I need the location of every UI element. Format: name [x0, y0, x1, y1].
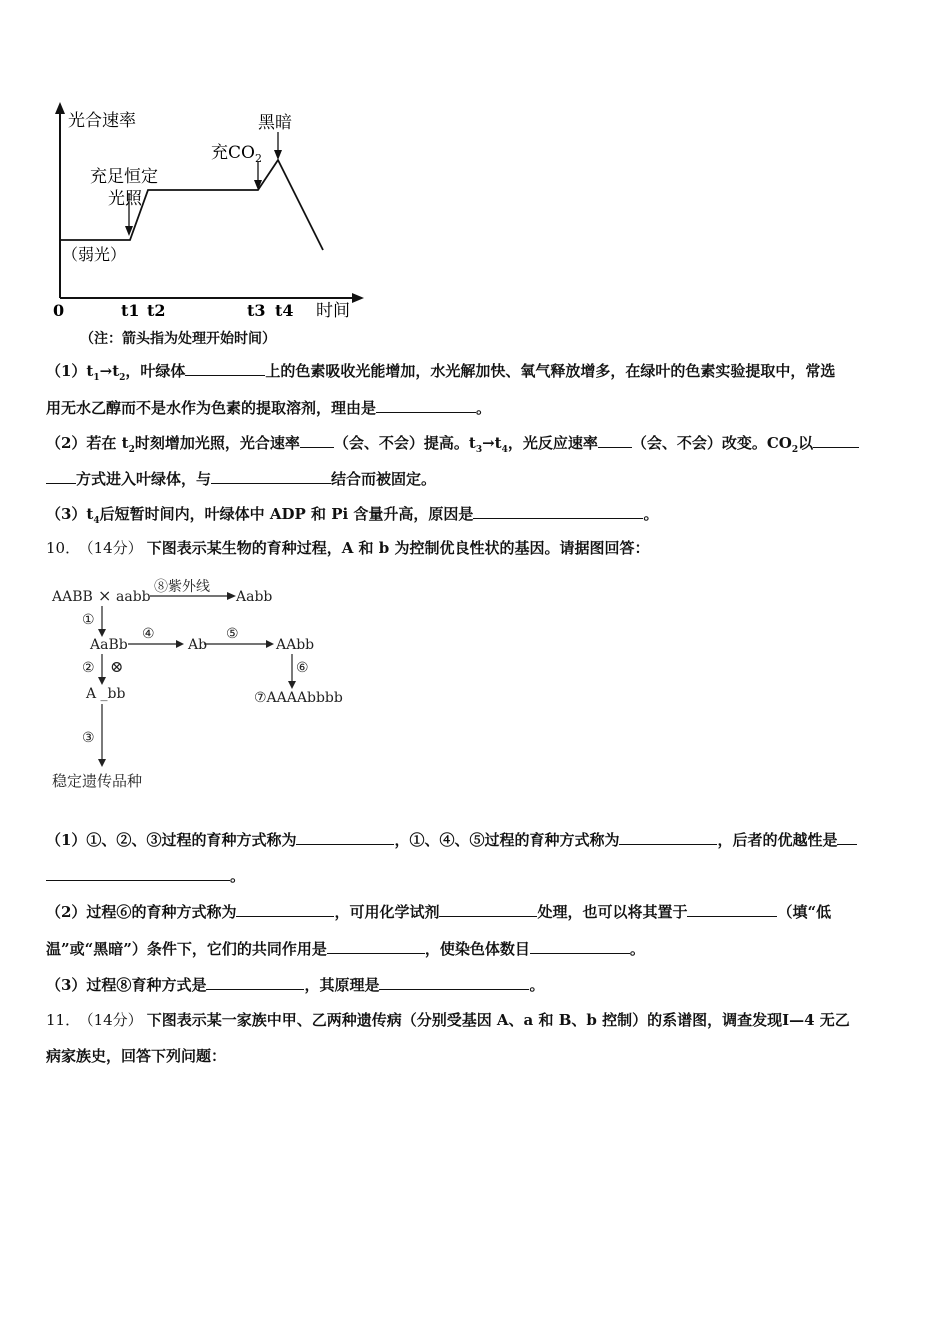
- q9-part2-line1: （2）若在 $t_2$时刻增加光照，光合速率 （会、不会）提高。$t_3\to t_4$，光反应速率 （会、不会）改变。$CO_2$以: [46, 433, 912, 460]
- answer-blank[interactable]: [236, 902, 334, 917]
- answer-blank[interactable]: [376, 398, 476, 413]
- step4-label: ④: [142, 626, 155, 642]
- q9-part1-line1: $(1)t_1\to t_2$，叶绿体 上的色素吸收光能增加，水光解加快、氧气释放增多，在绿叶的色素实验提取中，常选: [46, 362, 836, 383]
- parent-aabb-dominant: AABB: [52, 589, 93, 605]
- step2-label: ②: [82, 660, 95, 676]
- answer-blank[interactable]: [206, 975, 304, 990]
- q11-header: 11． （14分） 下图表示某一家族中甲、乙两种遗传病（分别受基因 A、a 和 B、b 控制）的系谱图，调查发现Ⅰ—4 无乙: [46, 1011, 850, 1029]
- answer-blank[interactable]: [185, 361, 265, 376]
- q9-part3: $(3)t_4$后短暂时间内，叶绿体中 ADP 和 Pi 含量升高，原因是 。: [46, 505, 659, 526]
- q10-part1-line1: （1）①、②、③过程的育种方式称为 ，①、④、⑤过程的育种方式称为 ，后者的优越性是: [46, 830, 912, 850]
- cross-symbol: ×: [98, 586, 112, 605]
- stable-variety: 稳定遗传品种: [52, 772, 143, 790]
- f2-a-bb: A _bb: [86, 686, 126, 702]
- answer-blank[interactable]: [327, 939, 425, 954]
- light-label-1: 充足恒定: [90, 167, 158, 187]
- haploid-ab: Ab: [188, 637, 208, 653]
- answer-blank[interactable]: [837, 830, 857, 845]
- step5-label: ⑤: [226, 626, 239, 642]
- step8-label: ⑧紫外线: [154, 579, 210, 595]
- tick-t1: t1: [121, 301, 140, 320]
- tick-t2: t2: [147, 301, 166, 320]
- step1-label: ①: [82, 612, 95, 628]
- x-axis-label: 时间: [316, 301, 350, 321]
- weak-light-label: （弱光）: [62, 245, 127, 264]
- answer-blank[interactable]: [598, 433, 632, 448]
- answer-blank[interactable]: [813, 433, 859, 448]
- answer-blank[interactable]: [46, 866, 230, 881]
- y-axis-label: 光合速率: [68, 111, 136, 131]
- selfing-symbol: ⊗: [110, 657, 124, 676]
- answer-blank[interactable]: [46, 469, 76, 484]
- answer-blank[interactable]: [687, 902, 777, 917]
- q10-part2-line2: 温”或“黑暗”）条件下，它们的共同作用是 ，使染色体数目 。: [46, 940, 645, 958]
- q10-header: 10． （14分） 下图表示某生物的育种过程，A 和 b 为控制优良性状的基因。请据图回答：: [46, 539, 650, 557]
- graph-note: （注：箭头指为处理开始时间）: [80, 331, 276, 347]
- step6-label: ⑥: [296, 660, 309, 676]
- tick-t3: t3: [247, 301, 266, 320]
- answer-blank[interactable]: [211, 469, 331, 484]
- step3-label: ③: [82, 730, 95, 746]
- tick-t4: t4: [275, 301, 294, 320]
- x-axis-arrow: [352, 293, 364, 303]
- dark-label: 黑暗: [258, 113, 292, 133]
- q9-part1-line2: 用无水乙醇而不是水作为色素的提取溶剂，理由是 。: [46, 399, 492, 417]
- answer-blank[interactable]: [439, 902, 537, 917]
- q9-part2-line2: 方式进入叶绿体，与 结合而被固定。: [46, 469, 912, 489]
- answer-blank[interactable]: [296, 830, 394, 845]
- q11-line2: 病家族史，回答下列问题：: [46, 1047, 227, 1065]
- f1-aabb: AaBb: [90, 637, 128, 653]
- polyploid-aaaabbbb: ⑦AAAAbbbb: [254, 690, 343, 706]
- y-axis-arrow: [55, 102, 65, 114]
- answer-blank[interactable]: [530, 939, 630, 954]
- double-haploid-aabb: AAbb: [276, 637, 315, 653]
- answer-blank[interactable]: [473, 504, 643, 519]
- breeding-diagram: [46, 574, 366, 796]
- light-label-2: 光照: [108, 189, 142, 209]
- q10-part1-line2: 。: [46, 866, 912, 886]
- q10-part2-line1: （2）过程⑥的育种方式称为 ，可用化学试剂 处理，也可以将其置于 （填“低: [46, 903, 832, 921]
- photosynthesis-graph: [40, 98, 380, 326]
- parent-aabb-recessive: aabb: [116, 589, 151, 605]
- mutant-aabb: Aabb: [236, 589, 273, 605]
- answer-blank[interactable]: [300, 433, 334, 448]
- answer-blank[interactable]: [619, 830, 717, 845]
- origin-label: 0: [53, 301, 65, 320]
- q10-part3: （3）过程⑧育种方式是 ，其原理是 。: [46, 976, 545, 994]
- answer-blank[interactable]: [379, 975, 529, 990]
- co2-label: 充$CO_2$: [211, 143, 262, 165]
